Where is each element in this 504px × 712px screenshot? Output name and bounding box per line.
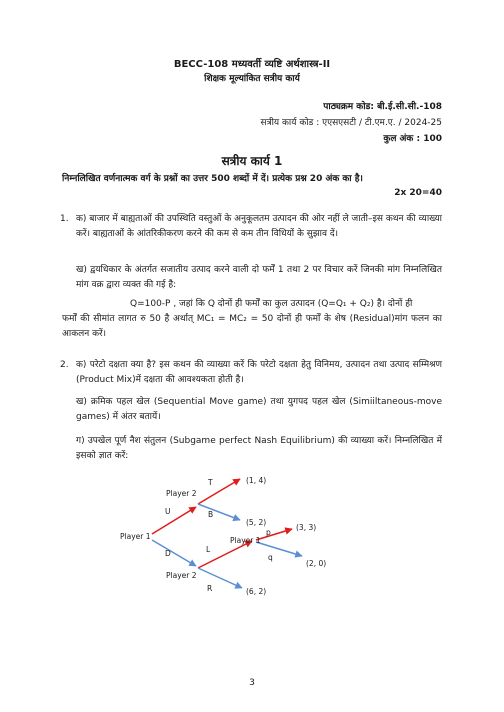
assignment-code: सत्रीय कार्य कोड : एएसएसटी / टी.एम.ए. / 2024-25 xyxy=(260,118,442,128)
player1-mid-label: Player 1 xyxy=(230,536,261,545)
course-title: BECC-108 मध्यवर्ती व्यष्टि अर्थशास्त्र-II xyxy=(173,59,331,70)
edge-l-label: L xyxy=(206,545,211,554)
payoff-b: (5, 2) xyxy=(246,518,267,527)
edge-t-line xyxy=(198,479,240,504)
edge-b-label: B xyxy=(208,510,214,519)
edge-r-line xyxy=(198,568,242,588)
q1a-text: क) बाजार में बाह्यताओं की उपस्थिति वस्तुओं के अनुकूलतम उत्पादन की ओर नहीं ले जाती–इस कथन की व्याख्या करें। बाह्यताओं के आंतरिकीकरण करने की कम से कम तीन विधियों के सुझाव दें। xyxy=(76,214,442,239)
page-number: 3 xyxy=(249,678,255,688)
total-marks: कुल अंक : 100 xyxy=(383,134,442,144)
course-code: पाठ्यक्रम कोड: बी.ई.सी.सी.-108 xyxy=(323,102,442,112)
player2-bottom-label: Player 2 xyxy=(166,571,197,580)
q1b-text: ख) द्वयधिकार के अंतर्गत सजातीय उत्पाद करने वाली दो फर्में 1 तथा 2 पर विचार करें जिनकी मांग निम्नलिखित मांग वक्र द्वारा व्यक्त की गई है: xyxy=(76,265,442,290)
edge-u-line xyxy=(152,507,196,534)
player2-top-label: Player 2 xyxy=(166,489,197,498)
edge-r-label: R xyxy=(207,584,213,593)
edge-q-line xyxy=(256,542,302,556)
player1-root-label: Player 1 xyxy=(120,532,151,541)
edge-d-line xyxy=(152,540,196,566)
edge-t-label: T xyxy=(208,478,213,487)
q2-number: 2. xyxy=(60,360,69,370)
edge-u-label: U xyxy=(165,507,171,516)
q2c-text: ग) उपखेल पूर्ण नैश संतुलन (Subgame perfect Nash Equilibrium) की व्याख्या करें। निम्नलिखित में इसको ज्ञात करें: xyxy=(76,436,442,461)
edge-d-label: D xyxy=(165,549,171,558)
payoff-q: (2, 0) xyxy=(306,559,327,568)
section-heading: सत्रीय कार्य 1 xyxy=(221,154,283,168)
q1-number: 1. xyxy=(60,214,69,224)
q2a-text: क) परेटो दक्षता क्या है? इस कथन की व्याख्या करें कि परेटो दक्षता हेतु विनिमय, उत्पादन तथा उत्पाद सम्मिश्रण (Product Mix)में दक्षता की आवश्यकता होती है। xyxy=(76,360,442,385)
edge-b-line xyxy=(198,504,240,520)
payoff-r: (6, 2) xyxy=(246,587,267,596)
edge-p-line xyxy=(256,529,292,540)
payoff-p: (3, 3) xyxy=(296,523,317,532)
q1b-demand: Q=100-P , जहां कि Q दोनों ही फर्मों का कुल उत्पादन (Q=Q₁ + Q₂) है। दोनों ही xyxy=(130,299,413,309)
assignment-subtitle: शिक्षक मूल्यांकित सत्रीय कार्य xyxy=(204,74,300,84)
edge-p-label: p xyxy=(266,528,271,537)
instructions: निम्नलिखित वर्णनात्मक वर्ग के प्रश्नों का उत्तर 500 शब्दों में दें। प्रत्येक प्रश्न 20 अंक का है। xyxy=(62,174,363,184)
q1b-continued: फर्मों की सीमांत लागत रु 50 है अर्थात् MC₁ = MC₂ = 50 दोनों ही फर्मों के शेष (Residual)मांग फलन का आकलन करें। xyxy=(62,314,442,339)
edge-q-label: q xyxy=(268,553,273,562)
q2b-text: ख) क्रमिक पहल खेल (Sequential Move game) तथा युगपद पहल खेल (Simiiltaneous-move games) में अंतर बतायें। xyxy=(76,397,442,422)
section-marks: 2x 20=40 xyxy=(394,188,442,198)
payoff-t: (1, 4) xyxy=(246,476,267,485)
